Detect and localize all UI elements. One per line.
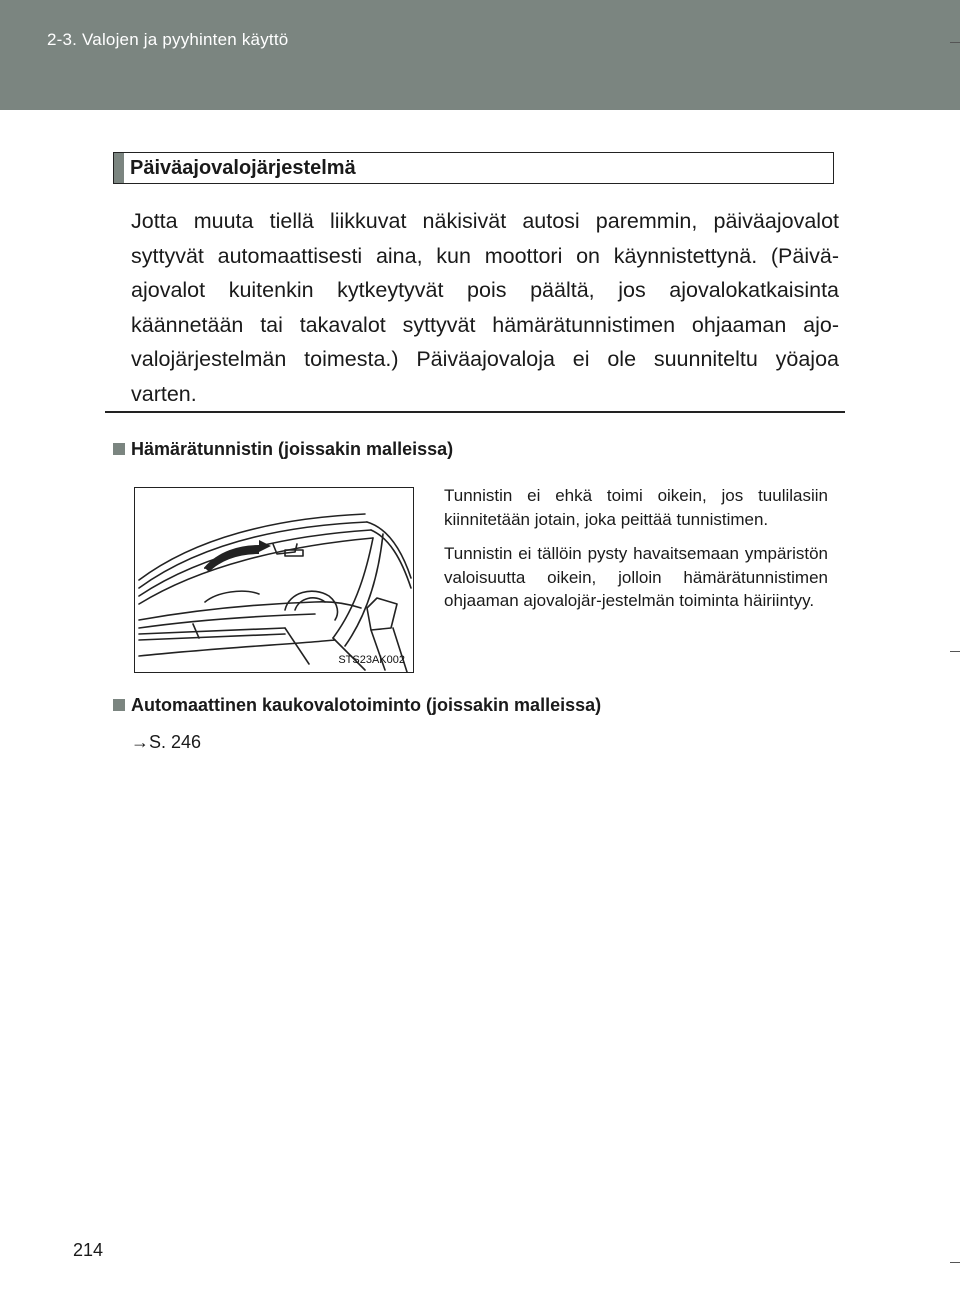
- sensor-note-2: Tunnistin ei tällöin pysty havaitsemaan ympäristön valoisuutta oikein, jolloin hämärätunnistimen ohjaaman ajovalojär-jestelmän toiminta häiriintyy.: [444, 544, 828, 610]
- section-intro-paragraph: Jotta muuta tiellä liikkuvat näkisivät autosi paremmin, päiväajovalot syttyvät automaattisesti aina, kun moottori on käynnistettynä. (Päivä-ajovalot kuitenkin kytkeytyvät pois päältä, jos ajovalokatkaisinta käännetään tai takavalot syttyvät hämärätunnistimen ohjaaman ajo-valojärjestelmän toimesta.) Päiväajovaloja ei ole suunniteltu yöajoa varten.: [131, 209, 839, 406]
- section-divider: [105, 411, 845, 413]
- crop-mark: [950, 651, 960, 652]
- chapter-title: 2-3. Valojen ja pyyhinten käyttö: [47, 30, 289, 49]
- crop-mark: [950, 42, 960, 43]
- figure-code: STS23AK002: [338, 654, 405, 666]
- section-title: Päiväajovalojärjestelmä: [130, 157, 356, 179]
- page-reference-link[interactable]: →S. 246: [131, 732, 202, 752]
- section-title-accent: [114, 153, 124, 183]
- page-number: 214: [73, 1240, 104, 1260]
- page-header: [0, 0, 960, 110]
- sensor-note-1: Tunnistin ei ehkä toimi oikein, jos tuulilasiin kiinnitetään jotain, joka peittää tunnistimen.: [444, 486, 828, 529]
- section-title-box: [113, 152, 834, 184]
- high-beam-heading-text: Automaattinen kaukovalotoiminto (joissakin malleissa): [131, 695, 602, 715]
- windshield-drawing: [135, 488, 414, 673]
- square-bullet-icon: [113, 443, 125, 455]
- windshield-sensor-illustration: [134, 487, 414, 673]
- sensor-heading-text: Hämärätunnistin (joissakin malleissa): [131, 439, 454, 459]
- sensor-heading: [113, 439, 453, 460]
- crop-mark: [950, 1262, 960, 1263]
- high-beam-heading: [113, 695, 601, 716]
- square-bullet-icon: [113, 699, 125, 711]
